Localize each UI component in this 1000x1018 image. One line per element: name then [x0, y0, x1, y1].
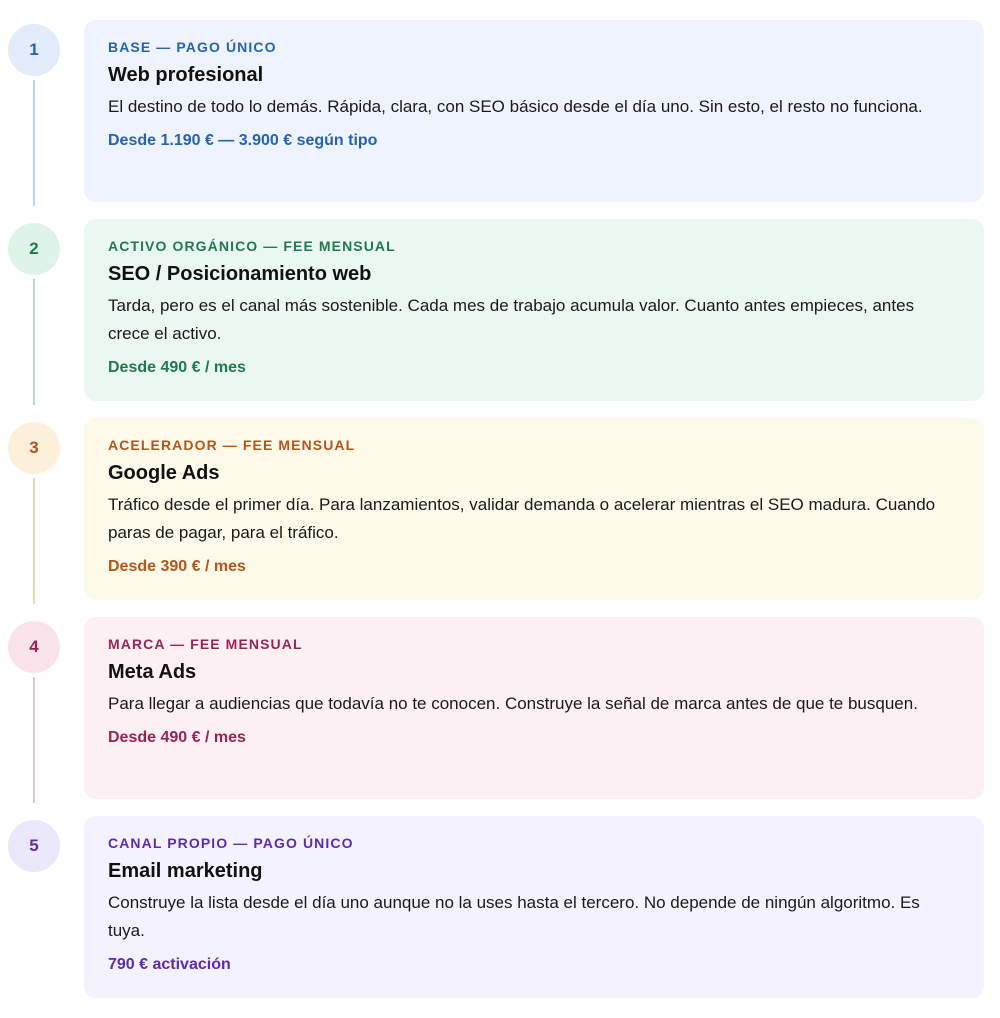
service-card-email[interactable]: [84, 816, 984, 998]
step-number-badge: 4: [8, 621, 60, 673]
service-description-text: Tráfico desde el primer día. Para lanzamientos, validar demanda o acelerar mientras el SEO madura. Cuando paras de pagar, para el tráfico.: [108, 495, 936, 542]
service-price: 790 € activación: [108, 956, 231, 973]
service-eyebrow: ACTIVO ORGÁNICO — FEE MENSUAL: [108, 238, 396, 254]
service-description: El destino de todo lo demás. Rápida, clara, con SEO básico desde el día uno. Sin esto, el resto no funciona.: [108, 97, 923, 116]
timeline-connector: [33, 80, 35, 206]
service-price: Desde 490 € / mes: [108, 729, 246, 746]
service-eyebrow: CANAL PROPIO — PAGO ÚNICO: [108, 835, 354, 851]
service-title: Email marketing: [108, 860, 263, 882]
service-price: Desde 490 € / mes: [108, 359, 246, 376]
service-title: Web profesional: [108, 64, 264, 86]
service-card-meta-ads[interactable]: [84, 617, 984, 799]
service-price: Desde 1.190 € — 3.900 € según tipo: [108, 132, 378, 149]
service-title: Google Ads: [108, 462, 220, 484]
step-number-badge: 5: [8, 820, 60, 872]
timeline-connector: [33, 677, 35, 803]
step-number-badge: 3: [8, 422, 60, 474]
step-number-badge: 2: [8, 223, 60, 275]
timeline-connector: [33, 478, 35, 604]
service-card-google-ads[interactable]: [84, 418, 984, 600]
service-card-web[interactable]: [84, 20, 984, 202]
service-price: Desde 390 € / mes: [108, 558, 246, 575]
service-eyebrow: ACELERADOR — FEE MENSUAL: [108, 437, 356, 453]
service-eyebrow: BASE — PAGO ÚNICO: [108, 39, 277, 55]
service-card-seo[interactable]: [84, 219, 984, 401]
timeline-connector: [33, 279, 35, 405]
service-description: Construye la lista desde el día uno aunque no la uses hasta el tercero. No depende de ningún algoritmo. Es tuya.: [108, 893, 920, 940]
service-title: Meta Ads: [108, 661, 197, 683]
service-eyebrow: MARCA — FEE MENSUAL: [108, 636, 303, 652]
step-number-badge: 1: [8, 24, 60, 76]
service-description: Para llegar a audiencias que todavía no te conocen. Construye la señal de marca antes de que te busquen.: [108, 694, 918, 713]
service-description: Tarda, pero es el canal más sostenible. Cada mes de trabajo acumula valor. Cuanto antes empieces, antes crece el activo.: [108, 296, 915, 343]
service-description[interactable]: [108, 491, 958, 547]
service-title: SEO / Posicionamiento web: [108, 263, 372, 285]
